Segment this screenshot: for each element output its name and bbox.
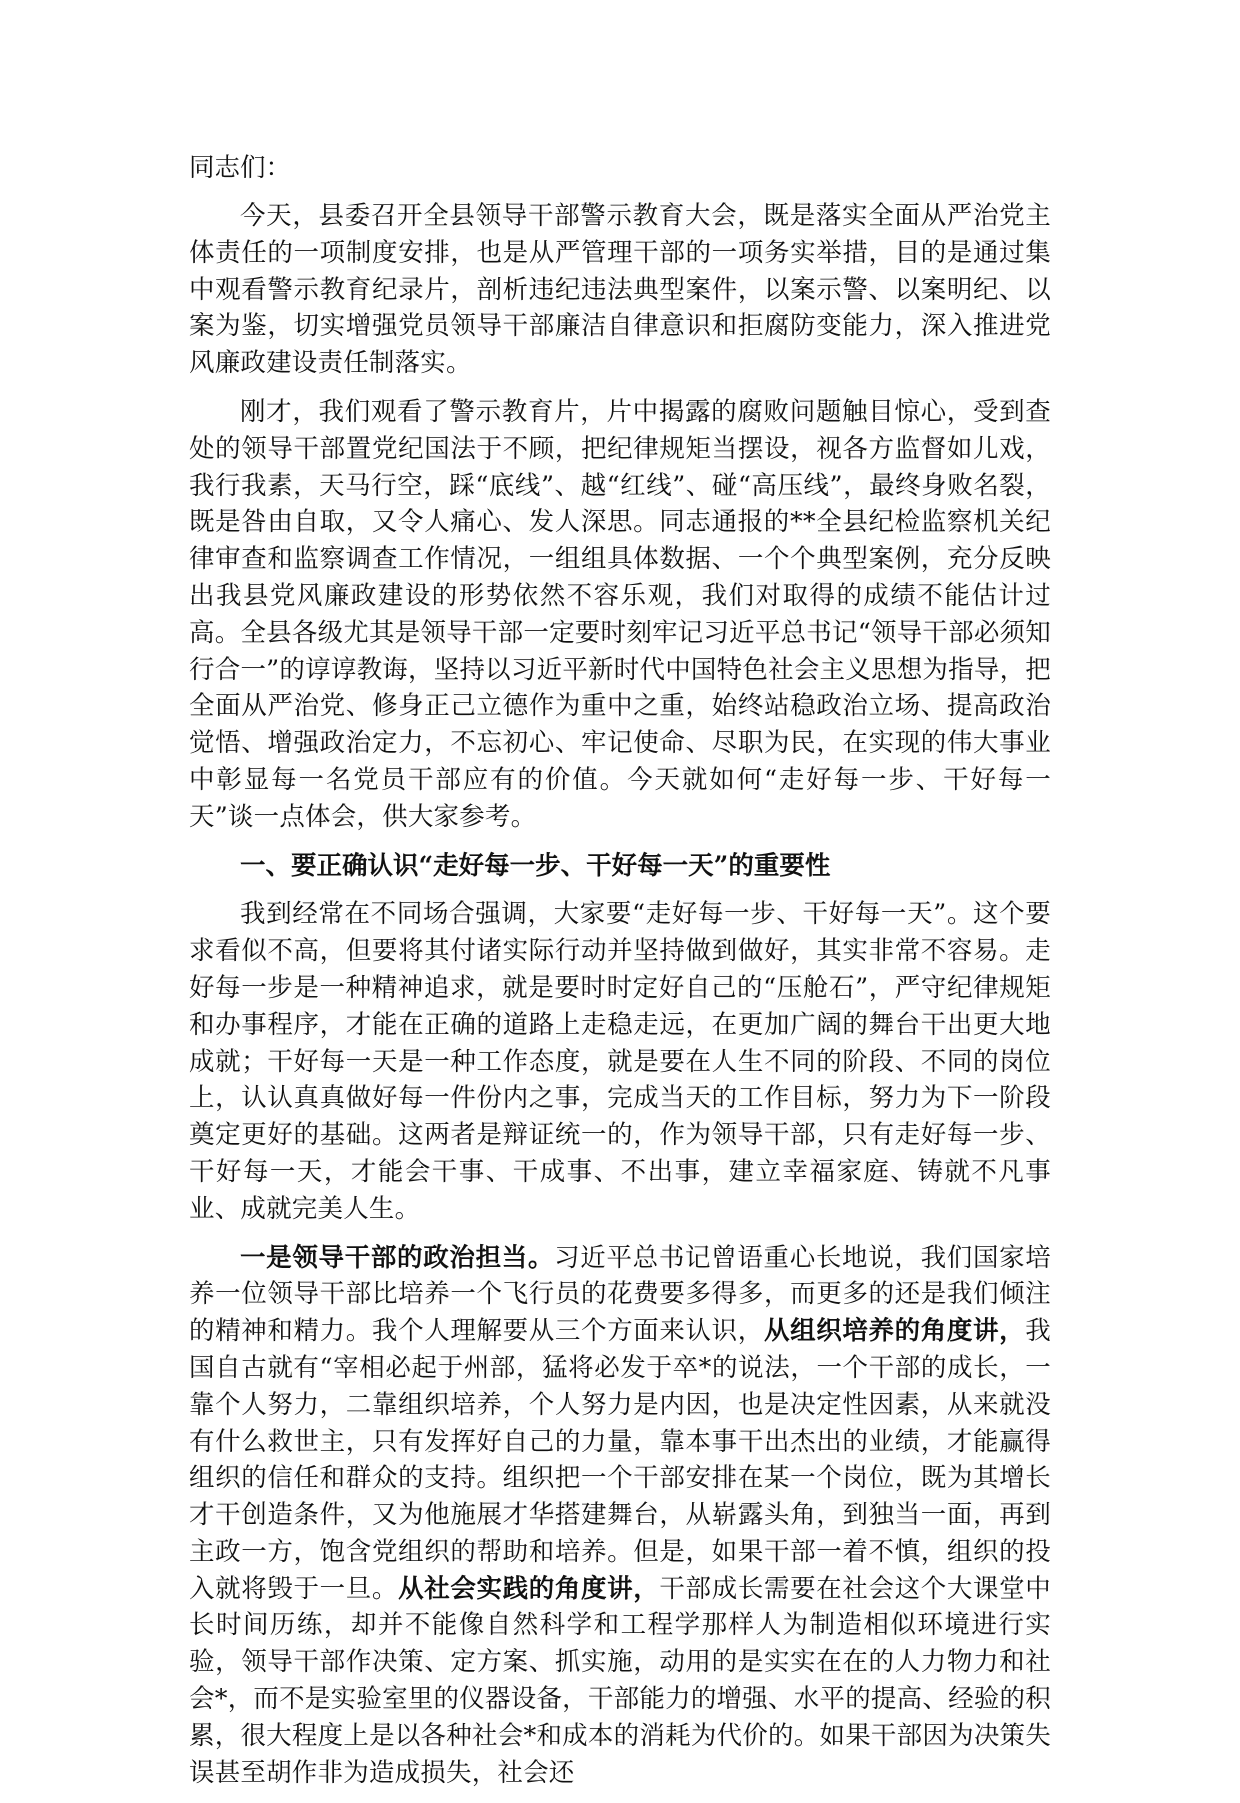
paragraph-warning-film: 刚才，我们观看了警示教育片，片中揭露的腐败问题触目惊心，受到查处的领导干部置党纪国法于不顾，把纪律规矩当摆设，视各方监督如儿戏，我行我素，天马行空，踩“底线”、越“红线”、碰“高压线”，最终身败名裂，既是咎由自取，又令人痛心、发人深思。同志通报的**全县纪检监察机关纪律审查和监察调查工作情况，一组组具体数据、一个个典型案例，充分反映出我县党风廉政建设的形势依然不容乐观，我们对取得的成绩不能估计过高。全县各级尤其是领导干部一定要时刻牢记习近平总书记“领导干部必须知行合一”的谆谆教诲，坚持以习近平新时代中国特色社会主义思想为指导，把全面从严治党、修身正己立德作为重中之重，始终站稳政治立场、提高政治觉悟、增强政治定力，不忘初心、牢记使命、尽职为民，在实现的伟大事业中彰显每一名党员干部应有的价值。今天就如何“走好每一步、干好每一天”谈一点体会，供大家参考。	[189, 396, 1051, 832]
para4-bold-social-practice: 从社会实践的角度讲，	[398, 1573, 660, 1604]
para4-text-2: 我国自古就有“宰相必起于州部，猛将必发于卒*的说法，一个干部的成长，一靠个人努力，二靠组织培养，个人努力是内因，也是决定性因素，从来就没有什么救世主，只有发挥好自己的力量，靠本事干出杰出的业绩，才能赢得组织的信任和群众的支持。组织把一个干部安排在某一个岗位，既为其增长才干创造条件，又为他施展才华搭建舞台，从崭露头角，到独当一面，再到主政一方，饱含党组织的帮助和培养。但是，如果干部一着不慎，组织的投入就将毁于一旦。	[189, 1316, 1051, 1604]
document-page	[189, 150, 1051, 1803]
para4-text-1: 习近平总书记曾语重心长地说，我们国家培养一位领导干部比培养一个飞行员的花费要多得多，而更多的还是我们倾注的精神和精力。我个人理解要从三个方面来认识，	[189, 1242, 1051, 1347]
salutation: 同志们：	[189, 153, 292, 183]
para4-text-3: 干部成长需要在社会这个大课堂中长时间历练，却并不能像自然科学和工程学那样人为制造相似环境进行实验，领导干部作决策、定方案、抓实施，动用的是实实在在的人力物力和社会*，而不是实验室里的仪器设备，干部能力的增强、水平的提高、经验的积累，很大程度上是以各种社会*和成本的消耗为代价的。如果干部因为决策失误甚至胡作非为造成损失，社会还	[189, 1573, 1051, 1788]
para4-lead-bold: 一是领导干部的政治担当。	[240, 1242, 555, 1273]
paragraph-importance: 我到经常在不同场合强调，大家要“走好每一步、干好每一天”。这个要求看似不高，但要将其付诸实际行动并坚持做到做好，其实非常不容易。走好每一步是一种精神追求，就是要时时定好自己的“压舱石”，严守纪律规矩和办事程序，才能在正确的道路上走稳走远，在更加广阔的舞台干出更大地成就；干好每一天是一种工作态度，就是要在人生不同的阶段、不同的岗位上，认认真真做好每一件份内之事，完成当天的工作目标，努力为下一阶段奠定更好的基础。这两者是辩证统一的，作为领导干部，只有走好每一步、干好每一天，才能会干事、干成事、不出事，建立幸福家庭、铸就不凡事业、成就完美人生。	[189, 899, 1051, 1224]
paragraph-opening: 今天，县委召开全县领导干部警示教育大会，既是落实全面从严治党主体责任的一项制度安排，也是从严管理干部的一项务实举措，目的是通过集中观看警示教育纪录片，剖析违纪违法典型案件，以案示警、以案明纪、以案为鉴，切实增强党员领导干部廉洁自律意识和拒腐防变能力，深入推进党风廉政建设责任制落实。	[189, 201, 1051, 379]
paragraph-political-responsibility	[189, 1240, 1051, 1792]
para4-bold-organization: 从组织培养的角度讲，	[763, 1316, 1026, 1347]
section-heading-1: 一、要正确认识“走好每一步、干好每一天”的重要性	[240, 850, 831, 881]
